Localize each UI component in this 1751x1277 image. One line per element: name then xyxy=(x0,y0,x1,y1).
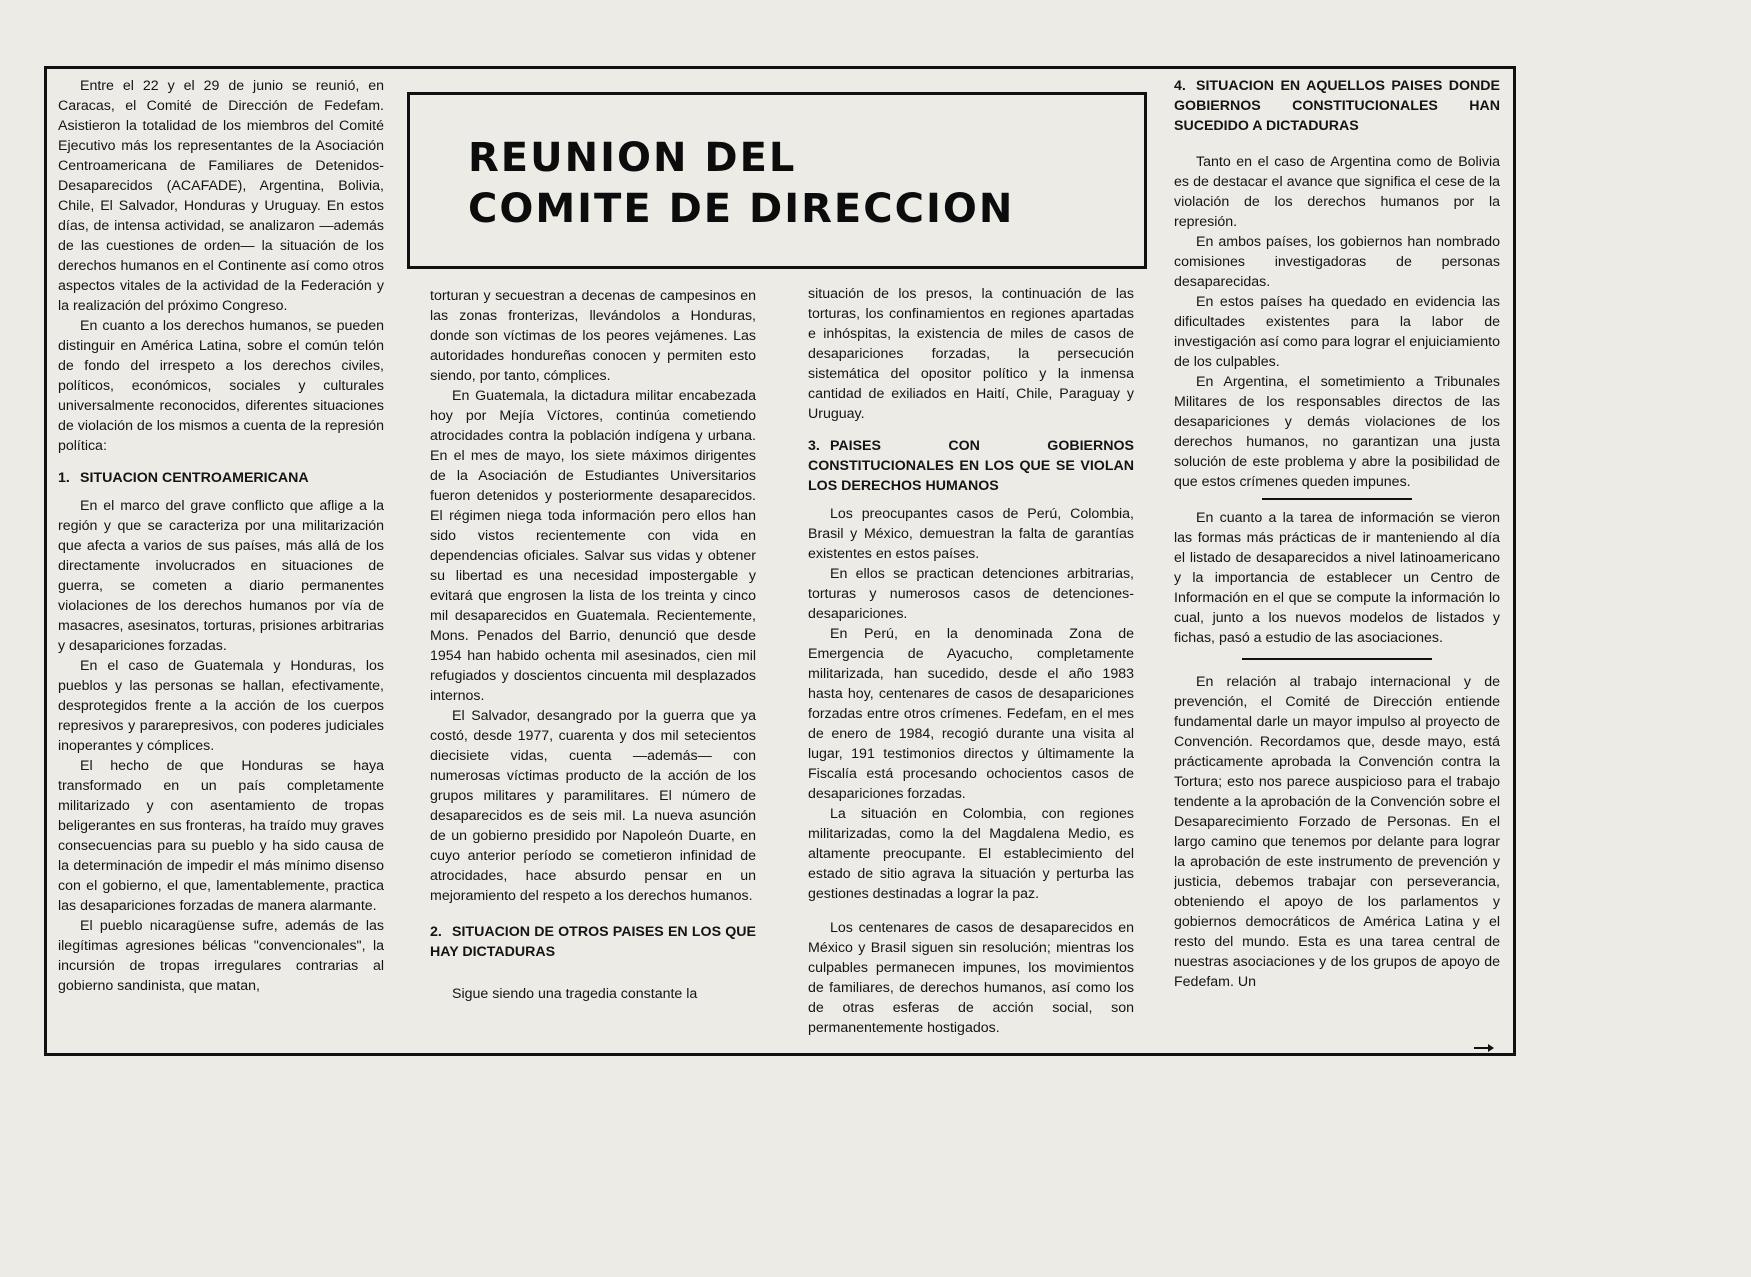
section-heading-1: 1. SITUACION CENTROAMERICANA xyxy=(58,470,309,486)
arrow-right-icon xyxy=(1474,1043,1494,1053)
intro-paragraph: Entre el 22 y el 29 de junio se reunió, en Caracas, el Comité de Dirección de Fedefam. Asistieron la totalidad de los miembros del Comité Ejecutivo más los representantes de la Asociación Centroamericana de Familiares de Detenidos-Desaparecidos (ACAFADE), Argentina, Bolivia, Chile, El Salvador, Honduras y Uruguay. En estos días, de intensa actividad, se analizaron —además de las cuestiones de orden— la situación de los derechos humanos en el Continente así como otros aspectos vitales de la actividad de la Federación y la realización del próximo Congreso. xyxy=(58,78,384,314)
paragraph: situación de los presos, la continuación de las torturas, los confinamientos en regiones apartadas e inhóspitas, la existencia de miles de casos de desapariciones forzadas, la persecución sistemática del opositor político y la inmensa cantidad de exiliados en Haití, Chile, Paraguay y Uruguay. xyxy=(808,286,1134,422)
paragraph: En Argentina, el sometimiento a Tribunales Militares de los responsables directos de las desapariciones y demás violaciones de los derechos humanos, no garantizan una justa solución de este problema y abre la posibilidad de que estos crímenes queden impunes. xyxy=(1174,374,1500,490)
paragraph: En Guatemala, la dictadura militar encabezada hoy por Mejía Víctores, continúa cometiendo atrocidades contra la población indígena y urbana. En el mes de mayo, los siete máximos dirigentes de la Asociación de Estudiantes Universitarios fueron detenidos y posteriormente desaparecidos. El régimen niega toda información pero ellos han sido vistos recientemente con vida en dependencias oficiales. Salvar sus vidas y obtener su libertad es una necesidad impostergable y evitará que engrosen la lista de los treinta y cinco mil desaparecidos en Guatemala. Recientemente, Mons. Penados del Barrio, denunció que desde 1954 han habido ochenta mil asesinados, cien mil refugiados y doscientos cincuenta mil desplazados internos. xyxy=(430,388,756,704)
paragraph: En cuanto a los derechos humanos, se pueden distinguir en América Latina, sobre el común telón de fondo del irrespeto a los derechos civiles, políticos, económicos, sociales y culturales universalmente reconocidos, diferentes situaciones de violación de los mismos a cuenta de la represión política: xyxy=(58,318,384,454)
paragraph: La situación en Colombia, con regiones militarizadas, como la del Magdalena Medio, es altamente preocupante. El establecimiento del estado de sitio agrava la situación y perturba las gestiones destinadas a lograr la paz. xyxy=(808,806,1134,902)
divider-rule xyxy=(1242,658,1432,660)
paragraph: torturan y secuestran a decenas de campesinos en las zonas fronterizas, llevándolos a Honduras, donde son víctimas de los peores vejámenes. Las autoridades hondureñas conocen y permiten esto siendo, por tanto, cómplices. xyxy=(430,288,756,384)
column-2 xyxy=(430,286,756,1046)
paragraph: Sigue siendo una tragedia constante la xyxy=(452,986,698,1002)
section-heading-4: 4. SITUACION EN AQUELLOS PAISES DONDE GOBIERNOS CONSTITUCIONALES HAN SUCEDIDO A DICTADURAS xyxy=(1174,78,1500,134)
paragraph: En cuanto a la tarea de información se vieron las formas más prácticas de ir manteniendo al día el listado de desaparecidos a nivel latinoamericano y la importancia de establecer un Centro de Información en el que se compute la información lo cual, junto a los nuevos modelos de listados y fichas, pasó a estudio de las asociaciones. xyxy=(1174,510,1500,646)
paragraph: En ambos países, los gobiernos han nombrado comisiones investigadoras de personas desaparecidas. xyxy=(1174,234,1500,290)
paragraph: Los preocupantes casos de Perú, Colombia, Brasil y México, demuestran la falta de garantías existentes en estos países. xyxy=(808,506,1134,562)
title-line-1: REUNION DEL xyxy=(468,135,797,181)
paragraph: En estos países ha quedado en evidencia las dificultades existentes para la labor de investigación así como para lograr el enjuiciamiento de los culpables. xyxy=(1174,294,1500,370)
title-line-2: COMITE DE DIRECCION xyxy=(468,186,1015,232)
column-3 xyxy=(808,284,1134,1050)
paragraph: El Salvador, desangrado por la guerra que ya costó, desde 1977, cuarenta y dos mil setecientos diecisiete vidas, cuenta —además— con numerosas víctimas producto de la acción de los grupos militares y paramilitares. El número de desaparecidos es de seis mil. La nueva asunción de un gobierno presidido por Napoleón Duarte, en cuyo anterior período se cometieron infinidad de atrocidades, hace absurdo pensar en un mejoramiento del respeto a los derechos humanos. xyxy=(430,708,756,904)
section-heading-2: 2. SITUACION DE OTROS PAISES EN LOS QUE HAY DICTADURAS xyxy=(430,924,756,960)
column-4 xyxy=(1174,76,1500,1046)
paragraph: Los centenares de casos de desaparecidos en México y Brasil siguen sin resolución; mientras los culpables permanecen impunes, los movimientos de familiares, de derechos humanos, así como los de otras esferas de acción social, son permanentemente hostigados. xyxy=(808,920,1134,1036)
paragraph: En relación al trabajo internacional y de prevención, el Comité de Dirección entiende fundamental darle un mayor impulso al proyecto de Convención. Recordamos que, desde mayo, está prácticamente aprobada la Convención contra la Tortura; esto nos parece auspicioso para el trabajo tendente a la aprobación de la Convención sobre el Desaparecimiento Forzado de Personas. En el largo camino que tenemos por delante para lograr la aprobación de este instrumento de prevención y justicia, debemos trabajar con perseverancia, obteniendo el apoyo de los parlamentos y gobiernos democráticos de América Latina y el resto del mundo. Esta es una tarea central de nuestras asociaciones y de los grupos de apoyo de Fedefam. Un xyxy=(1174,674,1500,990)
paragraph: En Perú, en la denominada Zona de Emergencia de Ayacucho, completamente militarizada, han sucedido, desde el año 1983 hasta hoy, centenares de casos de desapariciones forzadas entre otros crímenes. Fedefam, en el mes de enero de 1984, recogió durante una visita al lugar, 191 testimonios directos y últimamente la Fiscalía está procesando ochocientos casos de desapariciones forzadas. xyxy=(808,626,1134,802)
title-box xyxy=(407,92,1147,269)
paragraph: En el marco del grave conflicto que aflige a la región y que se caracteriza por una militarización que afecta a varios de sus países, más allá de los directamente involucrados en situaciones de guerra, se cometen a diario permanentes violaciones de los derechos humanos por vía de masacres, asesinatos, torturas, prisiones arbitrarias y desapariciones forzadas. xyxy=(58,498,384,654)
column-1 xyxy=(58,76,384,1046)
section-heading-3: 3. PAISES CON GOBIERNOS CONSTITUCIONALES EN LOS QUE SE VIOLAN LOS DERECHOS HUMANOS xyxy=(808,438,1134,494)
article-title xyxy=(468,133,1014,235)
paragraph: El hecho de que Honduras se haya transformado en un país completamente militarizado y con asentamiento de tropas beligerantes en sus fronteras, ha traído muy graves consecuencias para su pueblo y ha sido causa de la determinación de impedir el más mínimo disenso con el gobierno, el que, lamentablemente, practica las desapariciones forzadas de manera alarmante. xyxy=(58,758,384,914)
divider-rule xyxy=(1262,498,1412,500)
paragraph: En ellos se practican detenciones arbitrarias, torturas y numerosos casos de detenciones-desapariciones. xyxy=(808,566,1134,622)
paragraph: El pueblo nicaragüense sufre, además de las ilegítimas agresiones bélicas "convencionales", la incursión de tropas irregulares contrarias al gobierno sandinista, que matan, xyxy=(58,918,384,994)
paragraph: En el caso de Guatemala y Honduras, los pueblos y las personas se hallan, efectivamente, desprotegidos frente a la acción de los cuerpos represivos y pararepresivos, con poderes judiciales inoperantes y cómplices. xyxy=(58,658,384,754)
paragraph: Tanto en el caso de Argentina como de Bolivia es de destacar el avance que significa el cese de la violación de los derechos humanos por la represión. xyxy=(1174,154,1500,230)
